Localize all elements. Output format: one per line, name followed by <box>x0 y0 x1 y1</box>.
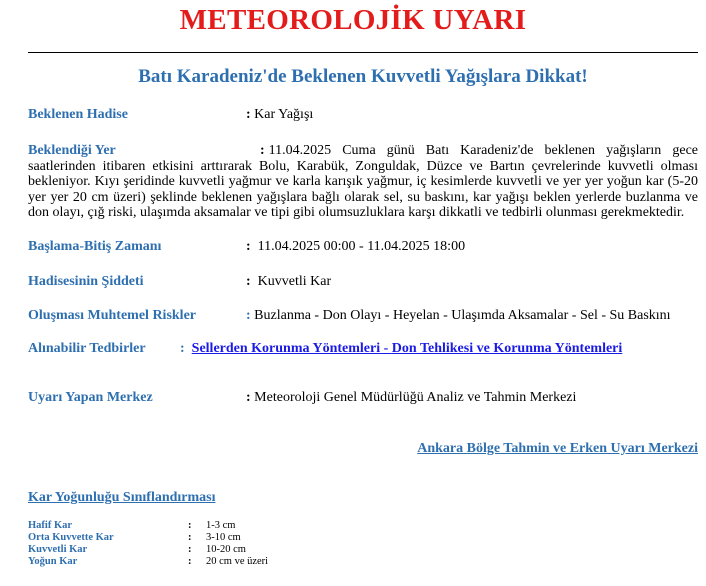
yer-label: Beklendiği Yer <box>28 143 116 158</box>
tedbirler-value: : Sellerden Korunma Yöntemleri - Don Tehlikesi ve Korunma Yöntemleri <box>180 341 623 356</box>
link-separator: - <box>380 341 392 356</box>
riskler-text: Buzlanma - Don Olayı - Heyelan - Ulaşımda Aksamalar - Sel - Su Baskını <box>254 308 671 323</box>
warning-subtitle: Batı Karadeniz'de Beklenen Kuvvetli Yağışlara Dikkat! <box>138 66 588 87</box>
class-row-label: Orta Kuvvette Kar <box>28 532 114 543</box>
page-title: METEOROLOJİK UYARI <box>179 4 527 36</box>
zaman-label: Başlama-Bitiş Zamanı <box>28 239 162 254</box>
class-row-value: 3-10 cm <box>206 532 241 543</box>
classification-title: Kar Yoğunluğu Sınıflandırması <box>28 490 216 505</box>
title-divider <box>28 52 698 53</box>
siddet-label: Hadisesinin Şiddeti <box>28 274 144 289</box>
don-link[interactable]: Don Tehlikesi ve Korunma Yöntemleri <box>391 341 623 356</box>
yer-description: : 11.04.2025 Cuma günü Batı Karadeniz'de beklenen yağışların gece saatlerinden itibaren etkisini arttırarak Bolu, Karabük, Zonguldak, Düzce ve Bartın çevrelerinde kuvvetli olması bekleniyor. Kıyı şeridinde kuvvetli yağmur ve karla karışık yağmur, iç kesimlerde kuvvetli ve yer yer yoğun kar (5-20 yer yer 20 cm üzeri) şeklinde beklenen yağışlara bağlı olarak sel, su baskını, kar yağışı beklen yerlerde buzlanma ve don olayı, çığ riski, ulaşımda aksamalar ve tipi gibi olumsuzluklara karşı dikkatli ve tedbirli olunması gerekmektedir. <box>28 143 698 220</box>
zaman-value: : 11.04.2025 00:00 - 11.04.2025 18:00 <box>246 239 466 254</box>
siddet-value: : Kuvvetli Kar <box>246 274 332 289</box>
class-row-colon: : <box>188 544 192 555</box>
merkez-value: : Meteoroloji Genel Müdürlüğü Analiz ve Tahmin Merkezi <box>246 390 577 405</box>
class-row-value: 10-20 cm <box>206 544 246 555</box>
hadise-value: : Kar Yağışı <box>246 107 314 122</box>
regional-center-link[interactable]: Ankara Bölge Tahmin ve Erken Uyarı Merkezi <box>417 441 698 456</box>
seller-link[interactable]: Sellerden Korunma Yöntemleri <box>191 341 381 356</box>
hadise-label: Beklenen Hadise <box>28 107 128 122</box>
merkez-text: Meteoroloji Genel Müdürlüğü Analiz ve Tahmin Merkezi <box>254 390 577 405</box>
siddet-text: Kuvvetli Kar <box>257 274 332 289</box>
hadise-text: Kar Yağışı <box>254 107 314 122</box>
class-row-label: Yoğun Kar <box>28 556 78 567</box>
zaman-text: 11.04.2025 00:00 - 11.04.2025 18:00 <box>257 239 466 254</box>
class-row-label: Hafif Kar <box>28 520 73 531</box>
merkez-label: Uyarı Yapan Merkez <box>28 390 153 405</box>
class-row-value: 1-3 cm <box>206 520 236 531</box>
riskler-value: : Buzlanma - Don Olayı - Heyelan - Ulaşımda Aksamalar - Sel - Su Baskını <box>246 308 671 323</box>
class-row-label: Kuvvetli Kar <box>28 544 88 555</box>
class-row-colon: : <box>188 532 192 543</box>
class-row-colon: : <box>188 520 192 531</box>
tedbirler-label: Alınabilir Tedbirler <box>28 341 146 356</box>
class-row-colon: : <box>188 556 192 567</box>
yer-text: 11.04.2025 Cuma günü Batı Karadeniz'de beklenen yağışların gece saatlerinden itibaren etkisini arttırarak Bolu, Karabük, Zonguldak, Düzce ve Bartın çevrelerinde kuvvetli olması bekleniyor. Kıyı şeridinde kuvvetli yağmur ve karla karışık yağmur, iç kesimlerde kuvvetli ve yer yer yoğun kar (5-20 yer yer 20 cm üzeri) şeklinde beklenen yağışlara bağlı olarak sel, su baskını, kar yağışı beklen yerlerde buzlanma ve don olayı, çığ riski, ulaşımda aksamalar ve tipi gibi olumsuzluklara karşı dikkatli ve tedbirli olunması gerekmektedir. <box>28 143 698 220</box>
class-row-value: 20 cm ve üzeri <box>206 556 269 567</box>
riskler-label: Oluşması Muhtemel Riskler <box>28 308 196 323</box>
